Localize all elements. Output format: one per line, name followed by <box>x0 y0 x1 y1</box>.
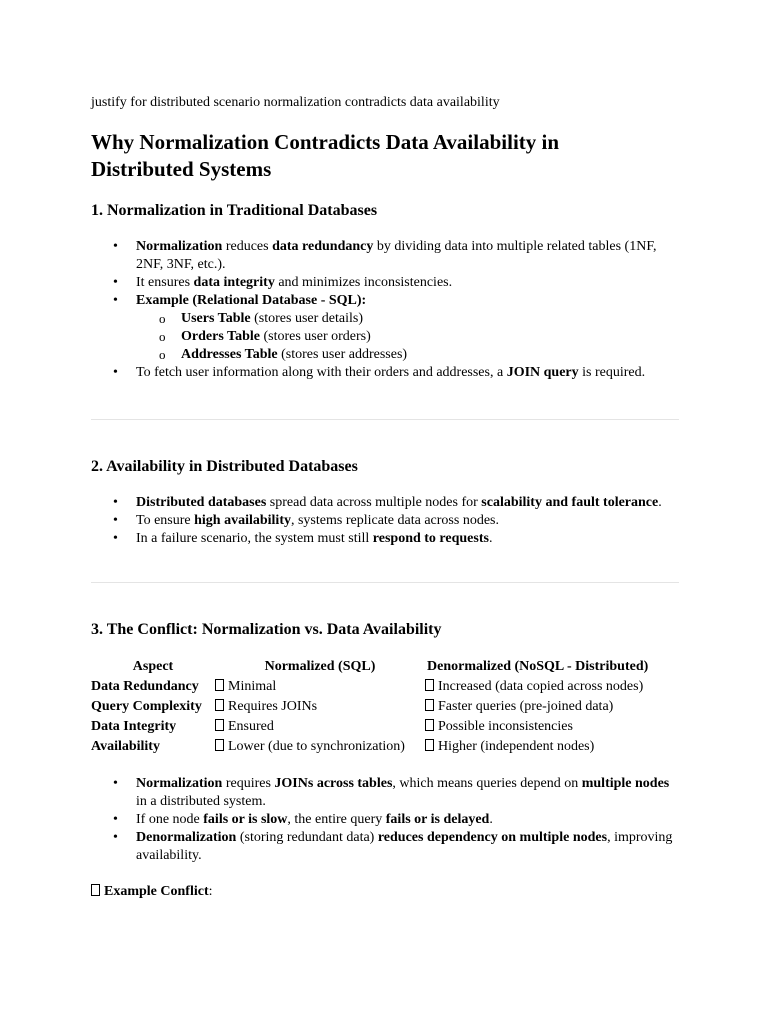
table-cell: Data Integrity <box>91 719 177 734</box>
text-run: (stores user details) <box>250 311 363 326</box>
table-cell: Data Redundancy <box>91 679 199 694</box>
emoji-glyph-icon <box>425 699 434 711</box>
list-item <box>91 238 679 274</box>
cell-text: Possible inconsistencies <box>438 719 573 734</box>
section-3-list <box>91 775 679 865</box>
text-run: To ensure <box>136 513 195 528</box>
bold-term: respond to requests <box>372 531 489 546</box>
table-cell: Availability <box>91 739 160 754</box>
table-row <box>91 717 650 737</box>
column-header: Aspect <box>132 659 174 674</box>
section-3-heading: 3. The Conflict: Normalization vs. Data Availability <box>91 621 442 638</box>
table-cell <box>425 717 650 737</box>
text-run: : <box>208 884 213 899</box>
table-cell <box>215 677 425 697</box>
text-run: in a distributed system. <box>136 794 266 809</box>
bold-term: Normalization <box>136 776 223 791</box>
text-run: . <box>488 531 493 546</box>
bold-term: fails or is slow <box>203 812 288 827</box>
divider <box>91 582 679 583</box>
bold-term: Normalization <box>136 239 223 254</box>
table-name: Users Table <box>181 311 251 326</box>
bold-term: data integrity <box>193 275 275 290</box>
text-run: is required. <box>578 365 646 380</box>
table-row <box>91 697 650 717</box>
table-cell <box>215 697 425 717</box>
list-item <box>91 512 679 530</box>
cell-text: Increased (data copied across nodes) <box>438 679 644 694</box>
text-run: , which means queries depend on <box>392 776 582 791</box>
list-item <box>91 364 679 382</box>
text-run: spread data across multiple nodes for <box>266 495 482 510</box>
table-name: Addresses Table <box>181 347 278 362</box>
emoji-glyph-icon <box>425 679 434 691</box>
table-row <box>91 677 650 697</box>
emoji-glyph-icon <box>425 719 434 731</box>
text-run: (storing redundant data) <box>236 830 378 845</box>
text-run: (stores user addresses) <box>277 347 408 362</box>
table-cell: Query Complexity <box>91 699 202 714</box>
text-run: reduces <box>222 239 273 254</box>
list-item <box>91 292 679 364</box>
section-2-list <box>91 494 679 548</box>
example-label: Example Conflict <box>104 884 209 899</box>
sub-list-item <box>136 310 679 328</box>
bold-term: JOIN query <box>506 365 579 380</box>
emoji-glyph-icon <box>215 679 224 691</box>
text-run: , improving availability. <box>136 830 673 863</box>
bold-term: scalability and fault tolerance <box>481 495 659 510</box>
text-run: If one node <box>136 812 204 827</box>
text-run: In a failure scenario, the system must still <box>136 531 373 546</box>
text-run: , the entire query <box>287 812 386 827</box>
table-name: Orders Table <box>181 329 260 344</box>
text-run: . <box>489 812 493 827</box>
bold-term: Distributed databases <box>136 495 267 510</box>
cell-text: Minimal <box>228 679 277 694</box>
text-run: To fetch user information along with their orders and addresses, a <box>136 365 507 380</box>
text-run: (stores user orders) <box>259 329 371 344</box>
list-item <box>91 829 679 865</box>
emoji-glyph-icon <box>215 699 224 711</box>
column-header: Normalized (SQL) <box>264 659 376 674</box>
example-conflict-line <box>91 883 213 901</box>
comparison-table <box>91 657 650 757</box>
text-run: , systems replicate data across nodes. <box>290 513 499 528</box>
list-item <box>91 811 679 829</box>
cell-text: Lower (due to synchronization) <box>228 739 405 754</box>
list-item <box>91 274 679 292</box>
section-1-list <box>91 238 679 382</box>
bold-term: multiple nodes <box>581 776 670 791</box>
cell-text: Ensured <box>228 719 274 734</box>
table-cell <box>215 737 425 757</box>
emoji-glyph-icon <box>425 739 434 751</box>
section-2-heading: 2. Availability in Distributed Databases <box>91 458 358 475</box>
bold-term: Denormalization <box>136 830 237 845</box>
emoji-glyph-icon <box>215 719 224 731</box>
table-cell <box>425 737 650 757</box>
table-cell <box>215 717 425 737</box>
bold-term: reduces dependency on multiple nodes <box>377 830 608 845</box>
list-item <box>91 775 679 811</box>
bold-term: high availability <box>194 513 291 528</box>
table-row <box>91 737 650 757</box>
emoji-glyph-icon <box>215 739 224 751</box>
prompt-text: justify for distributed scenario normalization contradicts data availability <box>91 95 500 110</box>
emoji-glyph-icon <box>91 884 100 896</box>
page-title: Why Normalization Contradicts Data Availability in Distributed Systems <box>91 130 560 181</box>
divider <box>91 419 679 420</box>
sub-list-item <box>136 328 679 346</box>
section-1-heading: 1. Normalization in Traditional Databases <box>91 202 378 219</box>
bold-term: Example (Relational Database - SQL): <box>136 293 367 308</box>
cell-text: Higher (independent nodes) <box>438 739 595 754</box>
list-item <box>91 530 679 548</box>
text-run: by dividing data into multiple related tables (1NF, 2NF, 3NF, etc.). <box>136 239 657 272</box>
bold-term: JOINs across tables <box>274 776 393 791</box>
text-run: and minimizes inconsistencies. <box>274 275 453 290</box>
table-cell <box>425 677 650 697</box>
column-header: Denormalized (NoSQL - Distributed) <box>427 659 649 674</box>
cell-text: Requires JOINs <box>228 699 318 714</box>
text-run: . <box>658 495 662 510</box>
text-run: requires <box>222 776 275 791</box>
bold-term: data redundancy <box>272 239 374 254</box>
table-cell <box>425 697 650 717</box>
sub-list-item <box>136 346 679 364</box>
sub-list <box>136 310 679 364</box>
cell-text: Faster queries (pre-joined data) <box>438 699 614 714</box>
table-header-row <box>91 657 650 677</box>
bold-term: fails or is delayed <box>385 812 490 827</box>
list-item <box>91 494 679 512</box>
text-run: It ensures <box>136 275 194 290</box>
